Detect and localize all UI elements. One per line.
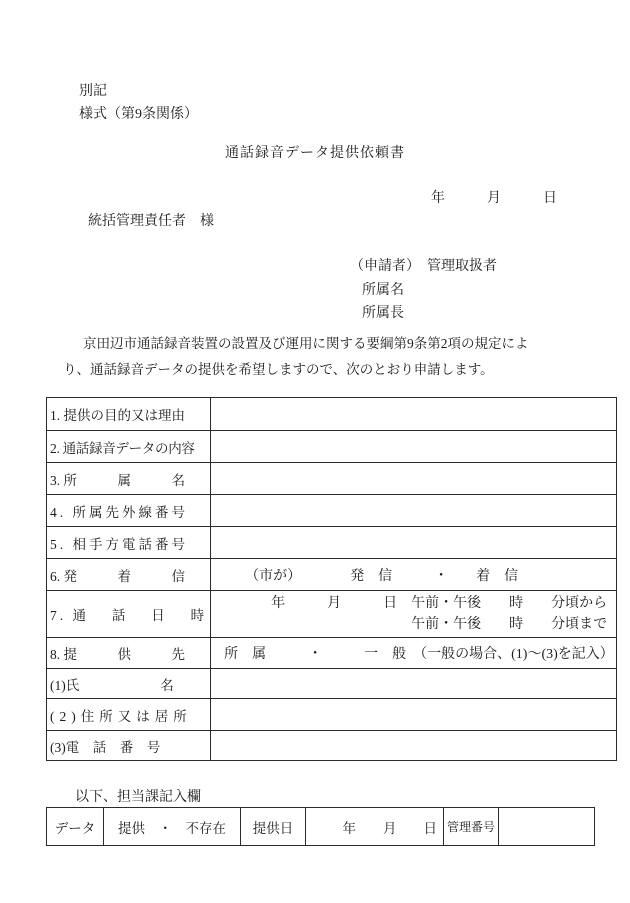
addressee-line: 統括管理責任者 様 — [88, 214, 214, 229]
row-label-call-datetime: 7. 通 話 日 時 — [47, 591, 211, 638]
row-value-purpose — [211, 398, 617, 431]
table-row-purpose — [47, 398, 617, 431]
date-line: 年 月 日 — [431, 191, 557, 206]
staff-section-heading: 以下、担当課記入欄 — [75, 790, 201, 805]
row-value-other-party-phone — [211, 527, 617, 559]
call-datetime-from-line: 年 月 日 午前・午後 時 分頃から — [271, 596, 608, 611]
row-label-phone-number: (3)電 話 番 号 — [47, 731, 211, 761]
table-row-call-datetime — [47, 591, 617, 638]
row-label-other-party-phone: 5. 相手方電話番号 — [47, 527, 211, 559]
body-paragraph-line-1: 京田辺市通話録音装置の設置及び運用に関する要綱第9条第2項の規定によ — [83, 336, 529, 351]
page-title: 通話録音データ提供依頼書 — [225, 146, 405, 161]
table-row-phone-number — [47, 731, 617, 761]
staff-entry-table — [46, 807, 595, 846]
table-row-call-direction — [47, 559, 617, 591]
row-label-outside-line: 4. 所属先外線番号 — [47, 495, 211, 527]
row-label-provide-to: 8. 提 供 先 — [47, 638, 211, 669]
applicant-affiliation-name: 所属名 — [362, 283, 404, 298]
row-label-name: (1)氏 名 — [47, 669, 211, 699]
staff-table-row — [47, 808, 595, 846]
request-form-table — [46, 397, 617, 761]
row-value-outside-line — [211, 495, 617, 527]
staff-number-label: 管理番号 — [444, 808, 499, 846]
row-label-purpose: 1. 提供の目的又は理由 — [47, 398, 211, 431]
row-value-address — [211, 699, 617, 731]
row-label-affiliation: 3. 所 属 名 — [47, 463, 211, 495]
table-row-provide-to — [47, 638, 617, 669]
row-value-provide-to: 所 属 ・ 一 般 （一般の場合、(1)～(3)を記入） — [224, 647, 614, 662]
table-row-name — [47, 669, 617, 699]
row-value-call-direction: （市が） 発 信 ・ 着 信 — [245, 568, 519, 584]
form-note-style-article: 様式（第9条関係） — [79, 107, 198, 122]
row-value-affiliation — [211, 463, 617, 495]
staff-number-value — [499, 808, 595, 846]
applicant-affiliation-head: 所属長 — [362, 306, 404, 321]
staff-data-label: データ — [47, 808, 104, 846]
row-label-call-direction: 6. 発 着 信 — [47, 559, 211, 591]
staff-presence-options: 提供 ・ 不存在 — [104, 808, 241, 846]
row-value-name — [211, 669, 617, 699]
table-row-address — [47, 699, 617, 731]
applicant-heading: （申請者） 管理取扱者 — [350, 259, 497, 274]
call-datetime-to-line: 午前・午後 時 分頃まで — [411, 617, 608, 632]
row-label-address: (2)住所又は居所 — [47, 699, 211, 731]
row-value-phone-number — [211, 731, 617, 761]
staff-provide-date-value: 年 月 日 — [306, 808, 444, 846]
form-note-bekki: 別記 — [79, 84, 107, 99]
body-paragraph-line-2: り、通話録音データの提供を希望しますので、次のとおり申請します。 — [63, 362, 494, 377]
table-row-outside-line — [47, 495, 617, 527]
table-row-data-content — [47, 431, 617, 463]
table-row-affiliation — [47, 463, 617, 495]
staff-provide-date-label: 提供日 — [241, 808, 306, 846]
row-value-data-content — [211, 431, 617, 463]
row-label-data-content: 2. 通話録音データの内容 — [47, 431, 211, 463]
table-row-other-party-phone — [47, 527, 617, 559]
